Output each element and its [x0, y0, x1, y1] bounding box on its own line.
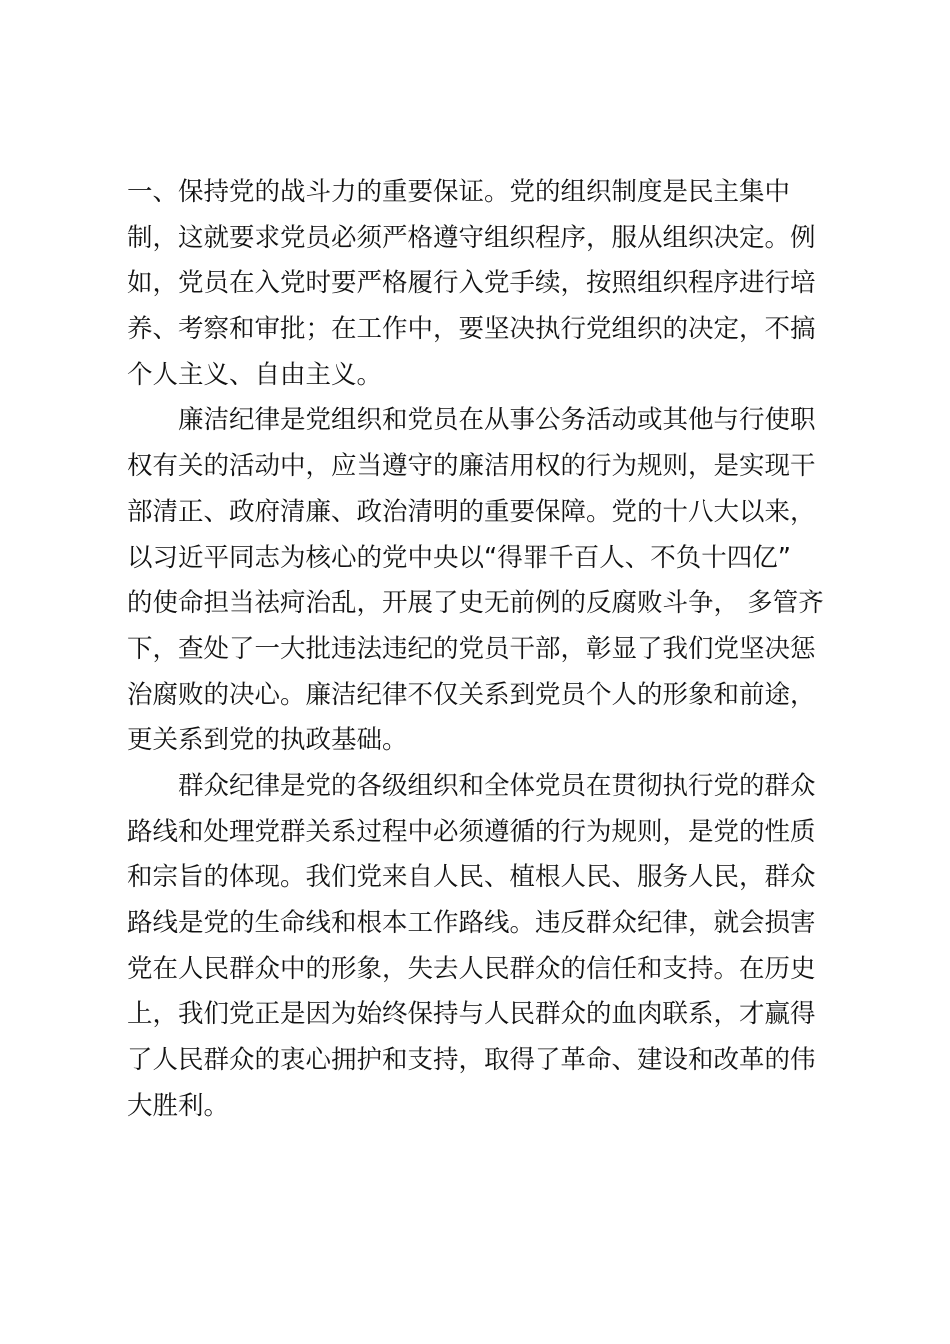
paragraph-3-line-7: 了人民群众的衷心拥护和支持，取得了革命、建设和改革的伟: [127, 1045, 816, 1076]
paragraph-2-line-8: 更关系到党的执政基础。: [127, 725, 408, 756]
paragraph-1-line-2: 制，这就要求党员必须严格遵守组织程序，服从组织决定。例: [127, 222, 816, 253]
paragraph-3-line-6: 上，我们党正是因为始终保持与人民群众的血肉联系，才赢得: [127, 999, 816, 1030]
paragraph-3-line-5: 党在人民群众中的形象，失去人民群众的信任和支持。在历史: [127, 953, 816, 984]
paragraph-1-line-1: 一、保持党的战斗力的重要保证。党的组织制度是民主集中: [127, 177, 791, 207]
paragraph-3-line-4: 路线是党的生命线和根本工作路线。违反群众纪律，就会损害: [127, 908, 816, 938]
paragraph-2-line-5: 的使命担当祛疴治乱，开展了史无前例的反腐败斗争， 多管齐: [127, 588, 824, 619]
paragraph-2-line-1: 廉洁纪律是党组织和党员在从事公务活动或其他与行使职: [178, 405, 816, 436]
paragraph-2-line-3: 部清正、政府清廉、政治清明的重要保障。党的十八大以来，: [127, 496, 816, 527]
paragraph-2-line-4: 以习近平同志为核心的党中央以“得罪千百人、不负十四亿”: [127, 542, 791, 573]
paragraph-3-line-8: 大胜利。: [127, 1090, 230, 1121]
paragraph-3-line-1: 群众纪律是党的各级组织和全体党员在贯彻执行党的群众: [178, 770, 816, 801]
paragraph-2-line-7: 治腐败的决心。廉洁纪律不仅关系到党员个人的形象和前途，: [127, 679, 816, 710]
paragraph-3-line-3: 和宗旨的体现。我们党来自人民、植根人民、服务人民，群众: [127, 862, 816, 893]
body-text: [127, 170, 827, 1129]
paragraph-1-line-5: 个人主义、自由主义。: [127, 359, 383, 390]
paragraph-3-line-2: 路线和处理党群关系过程中必须遵循的行为规则，是党的性质: [127, 816, 816, 847]
paragraph-1-line-3: 如，党员在入党时要严格履行入党手续，按照组织程序进行培: [127, 268, 816, 299]
paragraph-2-line-2: 权有关的活动中，应当遵守的廉洁用权的行为规则，是实现干: [127, 451, 816, 482]
paragraph-2-line-6: 下，查处了一大批违法违纪的党员干部，彰显了我们党坚决惩: [127, 633, 816, 664]
paragraph-1-line-4: 养、考察和审批；在工作中，要坚决执行党组织的决定，不搞: [127, 314, 816, 345]
